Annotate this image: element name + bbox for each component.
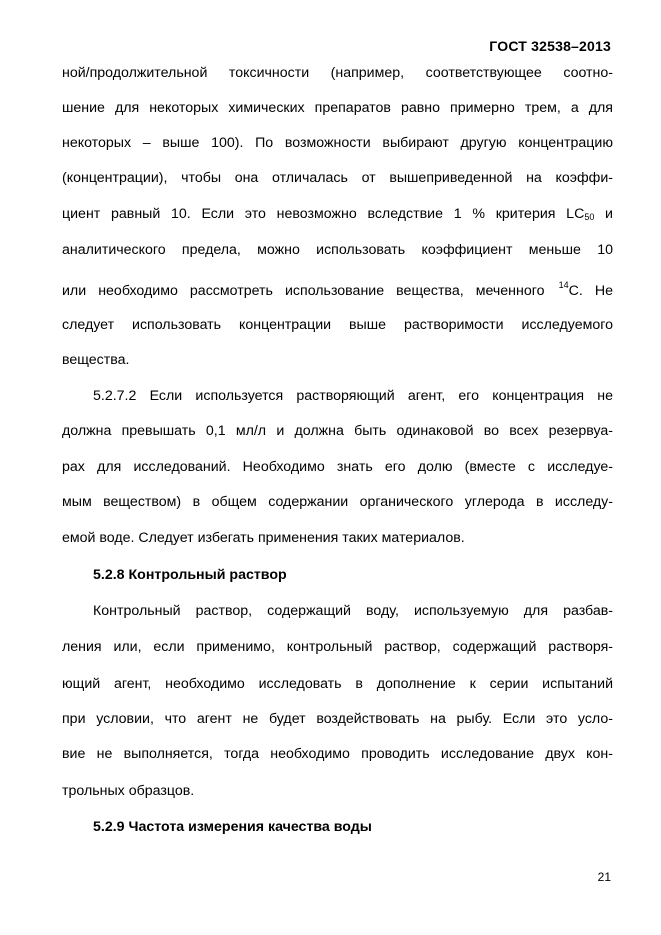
paragraph-line: Контрольный раствор, содержащий воду, используемую для разбав- <box>93 603 613 619</box>
paragraph-line: вещества. <box>62 352 130 368</box>
paragraph-line: ной/продолжительной токсичности (например, соответствующее соотно- <box>62 65 613 81</box>
line-text: циент равный 10. Если это невозможно вследствие 1 % критерия LC <box>62 206 585 222</box>
page-number: 21 <box>597 870 611 884</box>
paragraph-line: вие не выполняется, тогда необходимо проводить исследование двух кон- <box>62 746 613 762</box>
paragraph-line: трольных образцов. <box>62 783 195 799</box>
paragraph-line: емой воде. Следует избегать применения таких материалов. <box>62 530 465 546</box>
line-tail: С. Не <box>568 283 613 299</box>
lc-subscript: 50 <box>584 212 595 222</box>
paragraph-line: аналитического предела, можно использовать коэффициент меньше 10 <box>62 242 613 258</box>
paragraph-line: при условии, что агент не будет воздействовать на рыбу. Если это усло- <box>62 711 613 727</box>
section-heading: 5.2.8 Контрольный раствор <box>93 567 287 583</box>
paragraph-line: (концентрации), чтобы она отличалась от вышеприведенной на коэффи- <box>62 170 613 186</box>
paragraph-line: рах для исследований. Необходимо знать его долю (вместе с исследуе- <box>62 459 613 475</box>
paragraph-line: шение для некоторых химических препаратов равно примерно трем, а для <box>62 100 613 116</box>
line-tail: и <box>594 206 613 222</box>
paragraph-line-c14 <box>62 281 613 298</box>
paragraph-line-lc50 <box>62 207 613 222</box>
paragraph-line: некоторых – выше 100). По возможности выбирают другую концентрацию <box>62 135 613 151</box>
document-header: ГОСТ 32538–2013 <box>489 38 611 54</box>
line-text: или необходимо рассмотреть использование вещества, меченного <box>62 283 545 299</box>
paragraph-line: 5.2.7.2 Если используется растворяющий агент, его концентрация не <box>93 388 613 404</box>
section-heading: 5.2.9 Частота измерения качества воды <box>93 819 372 835</box>
paragraph-line: ющий агент, необходимо исследовать в дополнение к серии испытаний <box>62 676 613 692</box>
isotope-superscript: 14 <box>558 280 569 290</box>
paragraph-line: должна превышать 0,1 мл/л и должна быть одинаковой во всех резервуа- <box>62 423 613 439</box>
paragraph-line: мым веществом) в общем содержании органического углерода в исследу- <box>62 494 613 510</box>
paragraph-line: ления или, если применимо, контрольный раствор, содержащий растворя- <box>62 639 613 655</box>
paragraph-line: следует использовать концентрации выше растворимости исследуемого <box>62 317 613 333</box>
